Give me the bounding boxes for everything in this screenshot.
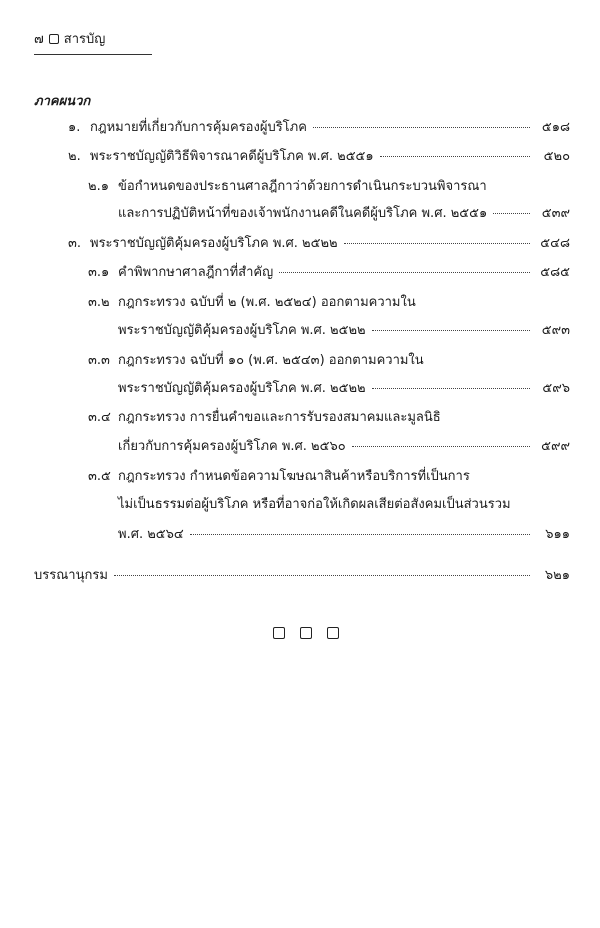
square-ornament-icon	[300, 627, 312, 639]
entry-number: ๓.๓	[88, 353, 110, 368]
toc-entry[interactable]	[68, 232, 570, 254]
toc-entry[interactable]	[68, 116, 570, 138]
entry-page: ๕๓๙	[541, 206, 570, 221]
header-title: สารบัญ	[63, 32, 106, 47]
entry-title-line2: พระราชบัญญัติคุ้มครองผู้บริโภค พ.ศ. ๒๕๒๒	[118, 323, 366, 338]
entry-page: ๕๑๘	[541, 120, 570, 135]
entry-page: ๕๙๙	[541, 439, 570, 454]
toc-entry[interactable]	[88, 406, 570, 428]
toc-entry-continued	[118, 435, 570, 457]
entry-page: ๕๒๐	[543, 149, 570, 164]
entry-page: ๖๑๑	[545, 527, 570, 542]
entry-title: คำพิพากษาศาลฎีกาที่สำคัญ	[118, 265, 274, 280]
entry-title: พระราชบัญญัติคุ้มครองผู้บริโภค พ.ศ. ๒๕๒๒	[90, 236, 338, 251]
toc-entry[interactable]	[88, 175, 570, 197]
toc-entry[interactable]	[88, 349, 570, 371]
toc-entry[interactable]	[88, 465, 570, 487]
end-ornament	[273, 627, 339, 639]
entry-title: บรรณานุกรม	[34, 568, 108, 583]
entry-title-line2: และการปฏิบัติหน้าที่ของเจ้าพนักงานคดีในคดีผู้บริโภค พ.ศ. ๒๕๕๑	[118, 206, 488, 221]
toc-entry-bibliography[interactable]	[34, 564, 570, 586]
entry-title-line3: พ.ศ. ๒๕๖๔	[118, 527, 184, 542]
entry-page: ๕๘๕	[540, 265, 570, 280]
square-ornament-icon	[327, 627, 339, 639]
entry-number: ๓.๕	[88, 469, 111, 484]
running-header	[34, 28, 152, 55]
toc-entry-continued	[118, 493, 570, 515]
dot-leader	[279, 272, 530, 273]
toc-entry-continued	[118, 202, 570, 224]
entry-title-line2: พระราชบัญญัติคุ้มครองผู้บริโภค พ.ศ. ๒๕๒๒	[118, 381, 366, 396]
dot-leader	[493, 213, 530, 214]
page-number: ๗	[34, 32, 44, 47]
square-bullet-icon	[49, 34, 59, 44]
entry-title-line2: เกี่ยวกับการคุ้มครองผู้บริโภค พ.ศ. ๒๕๖๐	[118, 439, 346, 454]
entry-number: ๒.	[68, 149, 81, 164]
dot-leader	[372, 388, 530, 389]
entry-number: ๓.	[68, 236, 82, 251]
entry-number: ๒.๑	[88, 179, 109, 194]
square-ornament-icon	[273, 627, 285, 639]
entry-title: ข้อกำหนดของประธานศาลฎีกาว่าด้วยการดำเนินกระบวนพิจารณา	[118, 179, 487, 194]
dot-leader	[372, 330, 530, 331]
entry-title: กฎกระทรวง ฉบับที่ ๑๐ (พ.ศ. ๒๕๔๓) ออกตามความใน	[118, 353, 424, 368]
entry-title: กฎกระทรวง การยื่นคำขอและการรับรองสมาคมและมูลนิธิ	[118, 410, 441, 425]
entry-title: พระราชบัญญัติวิธีพิจารณาคดีผู้บริโภค พ.ศ. ๒๕๕๑	[90, 149, 374, 164]
dot-leader	[313, 127, 530, 128]
toc-entry[interactable]	[88, 291, 570, 313]
section-title: ภาคผนวก	[34, 94, 91, 109]
toc-entry-continued	[118, 319, 570, 341]
entry-title: กฎหมายที่เกี่ยวกับการคุ้มครองผู้บริโภค	[90, 120, 307, 135]
entry-title-line2: ไม่เป็นธรรมต่อผู้บริโภค หรือที่อาจก่อให้เกิดผลเสียต่อสังคมเป็นส่วนรวม	[118, 497, 511, 512]
entry-number: ๓.๔	[88, 410, 111, 425]
toc-entry[interactable]	[68, 145, 570, 167]
toc-entry-continued	[118, 523, 570, 545]
entry-page: ๕๙๓	[541, 323, 570, 338]
entry-page: ๕๙๖	[542, 381, 570, 396]
dot-leader	[352, 446, 530, 447]
entry-number: ๓.๒	[88, 295, 110, 310]
entry-title: กฎกระทรวง กำหนดข้อความโฆษณาสินค้าหรือบริการที่เป็นการ	[118, 469, 470, 484]
dot-leader	[190, 534, 530, 535]
entry-title: กฎกระทรวง ฉบับที่ ๒ (พ.ศ. ๒๕๒๔) ออกตามความใน	[118, 295, 416, 310]
toc-entry[interactable]	[88, 261, 570, 283]
toc-entry-continued	[118, 377, 570, 399]
entry-page: ๖๒๑	[544, 568, 570, 583]
dot-leader	[380, 156, 530, 157]
entry-number: ๓.๑	[88, 265, 110, 280]
dot-leader	[114, 575, 530, 576]
entry-number: ๑.	[68, 120, 81, 135]
dot-leader	[344, 243, 530, 244]
entry-page: ๕๔๘	[540, 236, 570, 251]
